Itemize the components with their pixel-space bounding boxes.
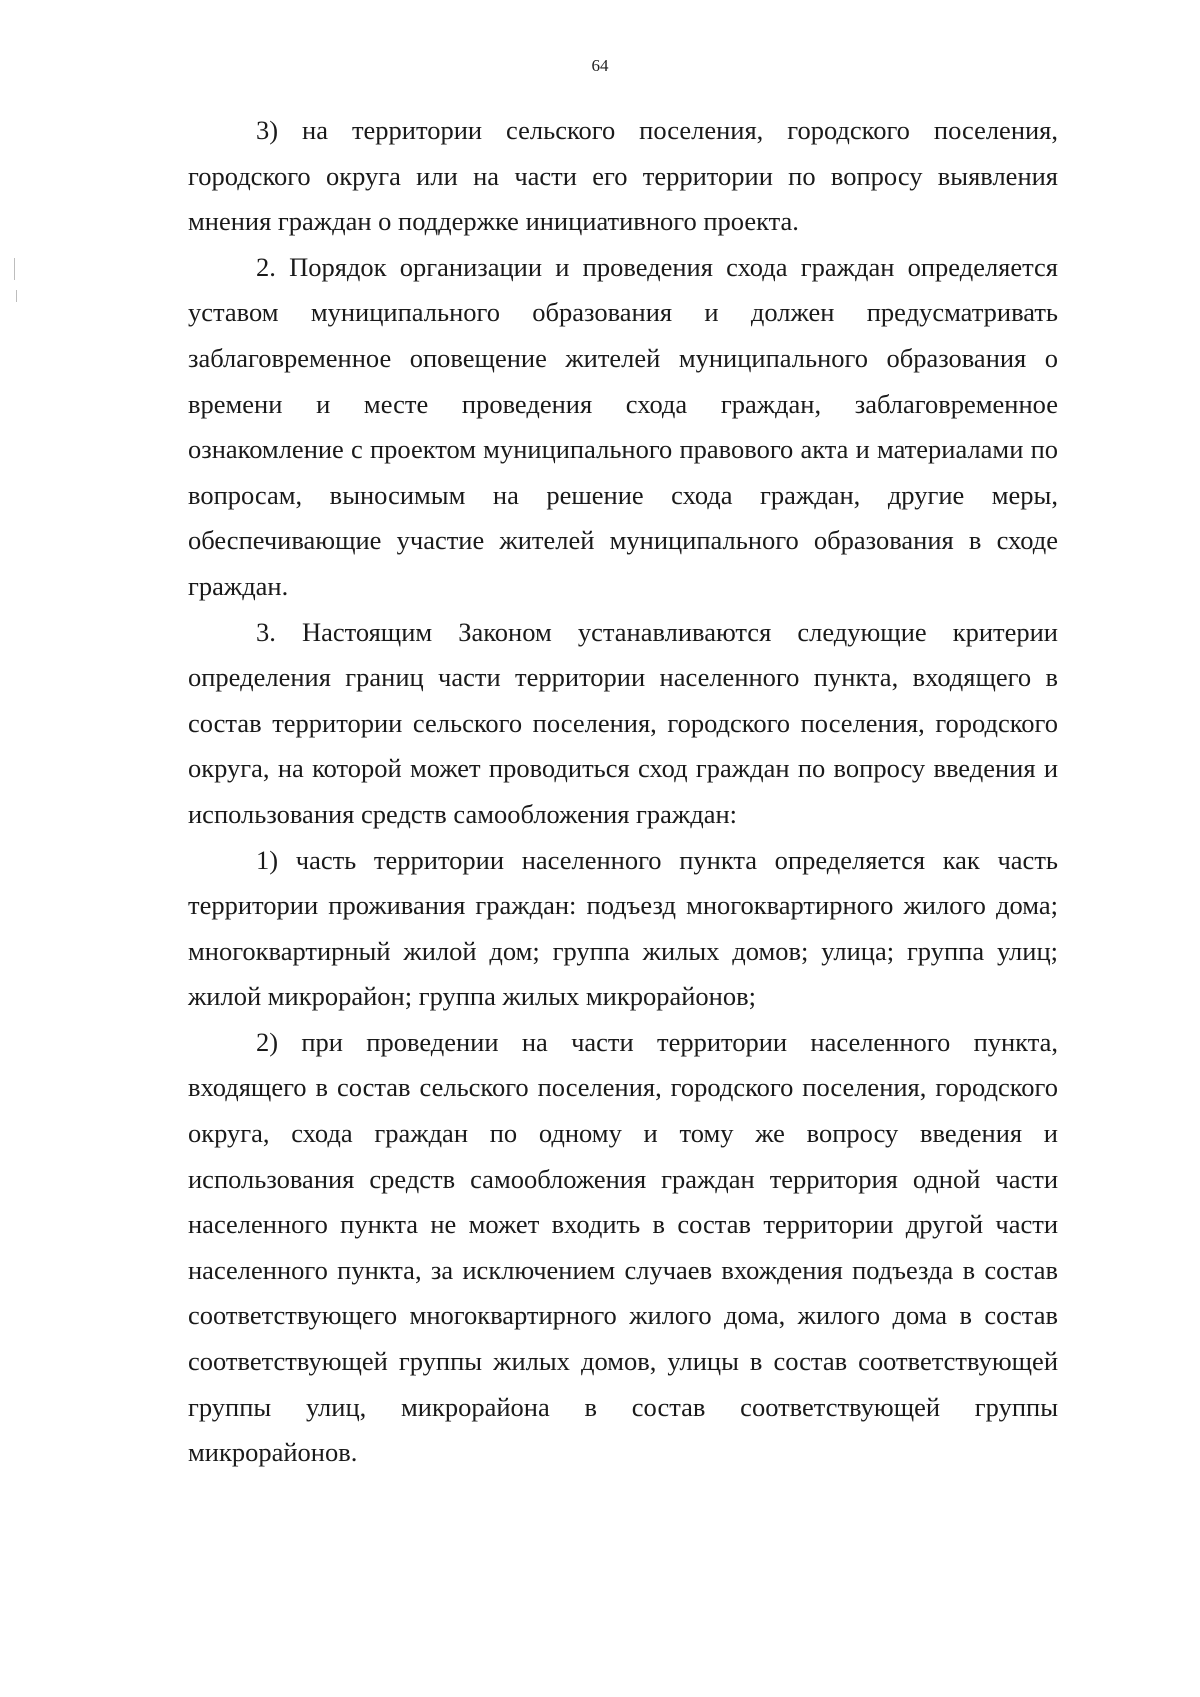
paragraph-section-3: 3. Настоящим Законом устанавливаются следующие критерии определения границ части территории населенного пункта, входящего в состав территории сельского поселения, городского поселения, городского округа, на которой может проводиться сход граждан по вопросу введения и использования средств самообложения граждан: bbox=[188, 616, 1058, 829]
paragraph-criterion-2: 2) при проведении на части территории населенного пункта, входящего в состав сельского поселения, городского поселения, городского округа, схода граждан по одному и тому же вопросу введения и использования средств самообложения граждан территория одной части населенного пункта не может входить в состав территории другой части населенного пункта, за исключением случаев вхождения подъезда в состав соответствующего многоквартирного жилого дома, жилого дома в состав соответствующей группы жилых домов, улицы в состав соответствующей группы улиц, микрорайона в состав соответствующей группы микрорайонов. bbox=[188, 1026, 1058, 1468]
scan-artifact bbox=[14, 258, 15, 280]
paragraph-criterion-1: 1) часть территории населенного пункта определяется как часть территории проживания граждан: подъезд многоквартирного жилого дома; многоквартирный жилой дом; группа жилых домов; улица; группа улиц; жилой микрорайон; группа жилых микрорайонов; bbox=[188, 844, 1058, 1012]
scan-artifact bbox=[16, 290, 17, 302]
document-body bbox=[188, 108, 1058, 1476]
page-number: 64 bbox=[591, 56, 609, 75]
paragraph-section-2: 2. Порядок организации и проведения схода граждан определяется уставом муниципального образования и должен предусматривать заблаговременное оповещение жителей муниципального образования о времени и месте проведения схода граждан, заблаговременное ознакомление с проектом муниципального правового акта и материалами по вопросам, выносимым на решение схода граждан, другие меры, обеспечивающие участие жителей муниципального образования в сходе граждан. bbox=[188, 251, 1058, 601]
paragraph-item-3-subpoint: 3) на территории сельского поселения, городского поселения, городского округа или на части его территории по вопросу выявления мнения граждан о поддержке инициативного проекта. bbox=[188, 115, 1058, 237]
